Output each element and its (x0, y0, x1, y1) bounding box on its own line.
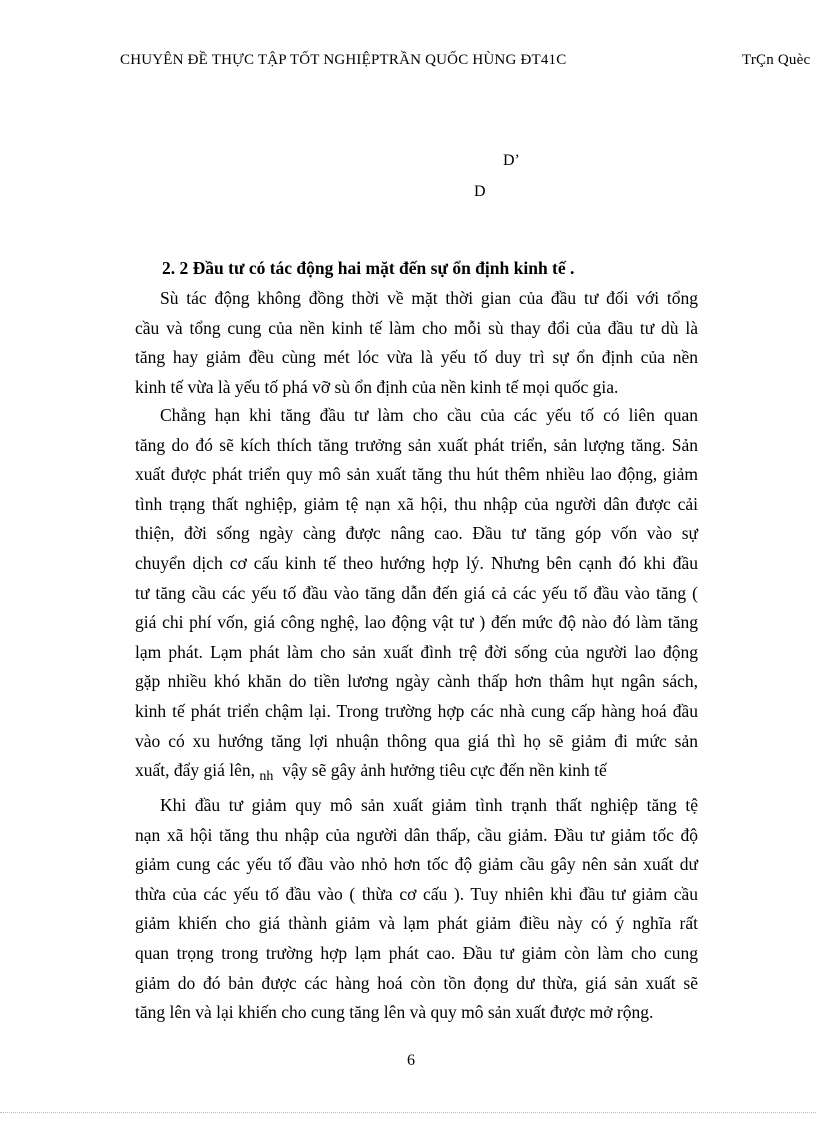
text-line: kinh tế vừa là yếu tố phá vỡ sù ổn định của nền kinh tế mọi quốc gia. (135, 376, 619, 397)
page-bottom-divider (0, 1112, 816, 1113)
paragraph-2 (135, 401, 698, 786)
text-line: chuyển dịch cơ cấu kinh tế theo hướng hợp lý. Nhưng bên cạnh đó khi đầu (135, 552, 698, 573)
text-line (135, 756, 698, 786)
text-line: tình trạng thất nghiệp, giảm tệ nạn xã hội, thu nhập của người dân được cải (135, 493, 698, 514)
text-line: Sù tác động không đồng thời về mặt thời gian của đầu tư đối với tổng (160, 288, 698, 308)
text-line: nạn xã hội tăng thu nhập của người dân thấp, cầu giảm. Đầu tư giảm tốc độ (135, 824, 698, 845)
section-heading: 2. 2 Đầu tư có tác động hai mặt đến sự ổn định kinh tế . (162, 258, 575, 278)
text-line: giảm cung các yếu tố đầu vào nhỏ hơn tốc độ giảm cầu gây nên sản xuất dư (135, 854, 698, 875)
text-line: gặp nhiều khó khăn do tiền lương ngày cành thấp hơn thâm hụt ngân sách, (135, 671, 698, 692)
text-line: Chẳng hạn khi tăng đầu tư làm cho cầu của các yếu tố có liên quan (160, 405, 698, 425)
paragraph-1 (135, 284, 698, 402)
text-line: tăng lên và lại khiến cho cung tăng lên và quy mô sản xuất được mở rộng. (135, 1002, 654, 1023)
figure-label-d-prime: D’ (503, 152, 520, 169)
text-fragment: nh (259, 769, 274, 785)
page-number: 6 (407, 1052, 415, 1069)
text-line: giá chi phí vốn, giá công nghệ, lao động vật tư ) đến mức độ nào đó làm tăng (135, 612, 698, 633)
text-line: vào có xu hướng tăng lợi nhuận thông qua giá thì họ sẽ giảm đi mức sản (135, 730, 698, 751)
text-line: tư tăng cầu các yếu tố đầu vào tăng dẫn đến giá cả các yếu tố đầu vào tăng ( (135, 582, 698, 603)
text-fragment: xuất, đẩy giá lên, (135, 760, 260, 781)
text-line: xuất được phát triển quy mô sản xuất tăng thu hút thêm nhiều lao động, giảm (135, 464, 698, 485)
figure-label-d: D (474, 183, 486, 200)
text-fragment: vậy sẽ gây ảnh hưởng tiêu cực đến nền kinh tế (273, 760, 607, 781)
text-line: thiện, đời sống ngày càng được nâng cao. Đầu tư tăng góp vốn vào sự (135, 523, 698, 544)
text-line: giảm khiến cho giá thành giảm và lạm phát giảm điều này có ý nghĩa rất (135, 913, 698, 934)
text-line: lạm phát. Lạm phát làm cho sản xuất đình trệ đời sống của người lao động (135, 641, 698, 662)
text-line: thừa của các yếu tố đầu vào ( thừa cơ cấu ). Tuy nhiên khi đầu tư giảm cầu (135, 883, 698, 904)
text-line: kinh tế phát triển chậm lại. Trong trường hợp các nhà cung cấp hàng hoá đầu (135, 700, 698, 721)
text-line: Khi đầu tư giảm quy mô sản xuất giảm tình trạnh thất nghiệp tăng tệ (160, 795, 698, 815)
running-header-title: CHUYÊN ĐỀ THỰC TẬP TỐT NGHIỆPTRẦN QUỐC HÙNG ĐT41C (120, 52, 567, 68)
text-line: quan trọng trong trường hợp lạm phát cao. Đầu tư giảm còn làm cho cung (135, 942, 698, 963)
paragraph-3 (135, 791, 698, 1028)
text-line: tăng hay giảm đều cùng mét lóc vừa là yếu tố duy trì sự ổn định của nền (135, 347, 698, 368)
text-line: giảm do đó bản được các hàng hoá còn tồn đọng dư thừa, giá sản xuất sẽ (135, 972, 698, 993)
text-line: tăng do đó sẽ kích thích tăng trưởng sản xuất phát triển, sản lượng tăng. Sản (135, 434, 698, 455)
running-header-author: TrÇn Quèc (742, 52, 811, 68)
text-line: cầu và tổng cung của nền kinh tế làm cho mỗi sù thay đổi của đầu tư dù là (135, 317, 698, 338)
